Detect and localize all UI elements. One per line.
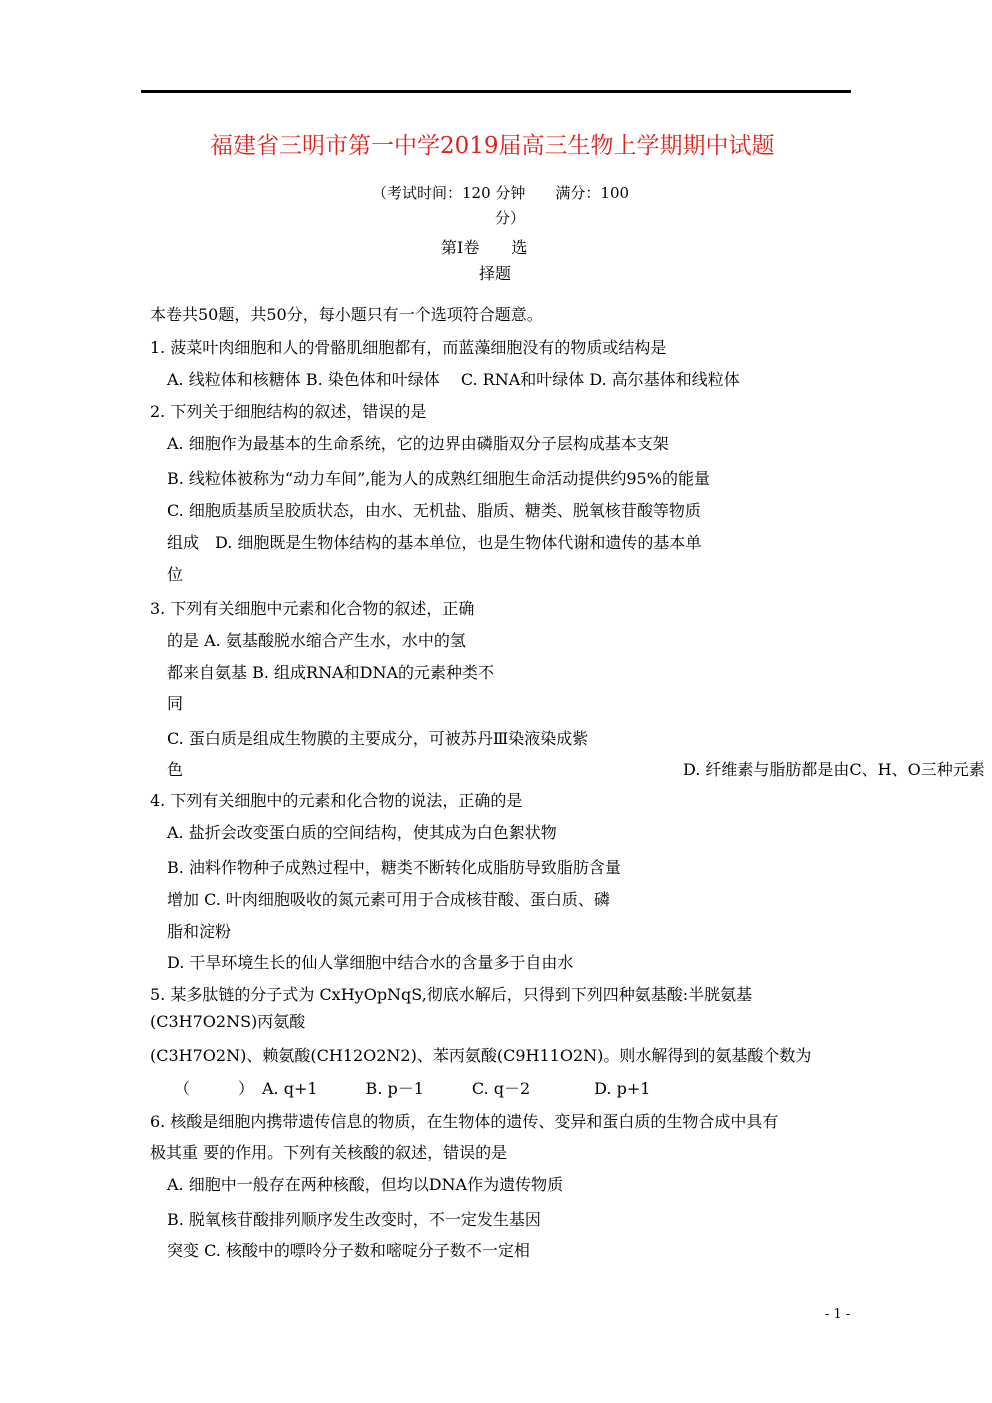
question-4-line: B. 油料作物种子成熟过程中，糖类不断转化成脂肪导致脂肪含量: [167, 858, 621, 877]
page-number: - 1 -: [825, 1307, 851, 1322]
question-6-line: A. 细胞中一般存在两种核酸，但均以DNA作为遗传物质: [167, 1175, 564, 1194]
question-1-options: A. 线粒体和核糖体 B. 染色体和叶绿体 C. RNA和叶绿体 D. 高尔基体和线粒体: [167, 370, 740, 389]
question-1-stem: 1. 菠菜叶肉细胞和人的骨骼肌细胞都有，而蓝藻细胞没有的物质或结构是: [150, 338, 667, 357]
question-5-options: （ ） A. q+1 B. p－1 C. q－2 D. p+1: [174, 1079, 651, 1098]
question-4-line: D. 干旱环境生长的仙人掌细胞中结合水的含量多于自由水: [167, 953, 574, 972]
question-2-line: 组成 D. 细胞既是生物体结构的基本单位，也是生物体代谢和遗传的基本单: [167, 533, 702, 552]
instructions: 本卷共50题，共50分，每小题只有一个选项符合题意。: [150, 305, 543, 324]
question-3-line: 都来自氨基 B. 组成RNA和DNA的元素种类不: [167, 663, 495, 682]
question-4-line: 脂和淀粉: [167, 922, 232, 941]
question-6-stem: 6. 核酸是细胞内携带遗传信息的物质，在生物体的遗传、变异和蛋白质的生物合成中具有: [150, 1112, 779, 1131]
question-3-option-d: D. 纤维素与脂肪都是由C、H、O三种元素: [683, 760, 985, 779]
question-3-line: C. 蛋白质是组成生物膜的主要成分，可被苏丹Ⅲ染液染成紫: [167, 729, 589, 748]
question-6-line: 突变 C. 核酸中的嘌呤分子数和嘧啶分子数不一定相: [167, 1241, 530, 1260]
question-3-line: 同: [167, 694, 184, 713]
question-6-line: B. 脱氧核苷酸排列顺序发生改变时，不一定发生基因: [167, 1210, 541, 1229]
page-title: 福建省三明市第一中学2019届高三生物上学期期中试题: [210, 133, 775, 159]
header-rule: [141, 90, 851, 93]
question-3-line: 的是 A. 氨基酸脱水缩合产生水，水中的氢: [167, 631, 466, 650]
question-5-stem: 5. 某多肽链的分子式为 CxHyOpNqS,彻底水解后，只得到下列四种氨基酸:半胱氨基: [150, 985, 753, 1004]
question-2-line: B. 线粒体被称为“动力车间”,能为人的成熟红细胞生命活动提供约95%的能量: [167, 469, 710, 488]
question-5-line: (C3H7O2N)、赖氨酸(CH12O2N2)、苯丙氨酸(C9H11O2N)。则水解得到的氨基酸个数为: [150, 1046, 812, 1065]
question-4-line: A. 盐折会改变蛋白质的空间结构，使其成为白色絮状物: [167, 823, 557, 842]
question-3-line: 色: [167, 760, 184, 779]
question-3-stem: 3. 下列有关细胞中元素和化合物的叙述，正确: [150, 599, 475, 618]
question-2-line: A. 细胞作为最基本的生命系统，它的边界由磷脂双分子层构成基本支架: [167, 434, 669, 453]
question-5-line: (C3H7O2NS)丙氨酸: [150, 1012, 306, 1031]
section-heading-line1: 第Ⅰ卷 选: [441, 238, 528, 257]
exam-info-line1: （考试时间：120 分钟 满分：100: [372, 184, 630, 202]
question-2-stem: 2. 下列关于细胞结构的叙述，错误的是: [150, 402, 427, 421]
question-6-line: 极其重 要的作用。下列有关核酸的叙述，错误的是: [150, 1143, 508, 1162]
question-2-line: C. 细胞质基质呈胶质状态，由水、无机盐、脂质、糖类、脱氧核苷酸等物质: [167, 501, 701, 520]
question-2-line: 位: [167, 565, 184, 584]
question-4-stem: 4. 下列有关细胞中的元素和化合物的说法，正确的是: [150, 791, 523, 810]
section-heading-line2: 择题: [479, 264, 512, 283]
question-4-line: 增加 C. 叶肉细胞吸收的氮元素可用于合成核苷酸、蛋白质、磷: [167, 890, 610, 909]
exam-info-line2: 分）: [495, 209, 526, 227]
